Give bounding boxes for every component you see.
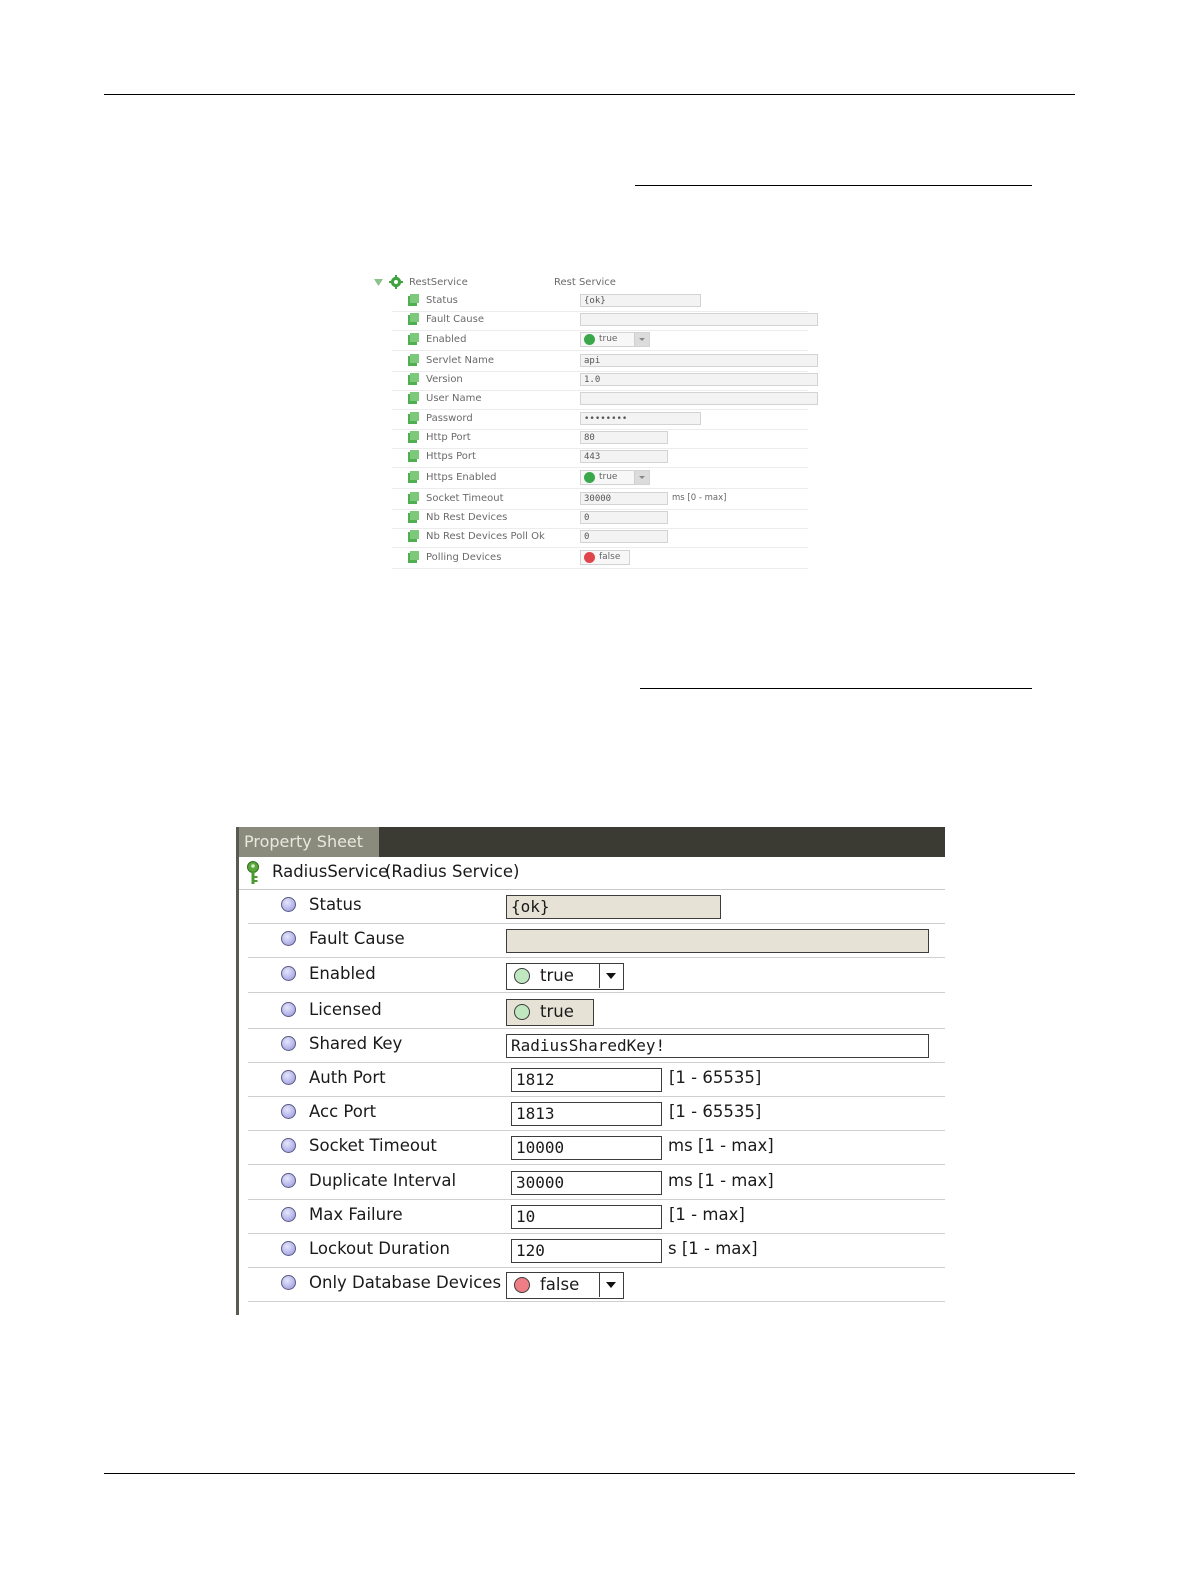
duplicate-interval-field[interactable]: 30000: [511, 1171, 662, 1195]
property-label: Auth Port: [309, 1068, 386, 1087]
status-dot-icon: [584, 472, 595, 483]
section-underline-2: [640, 688, 1032, 689]
radius-service-node[interactable]: [239, 857, 945, 890]
rest-row-servlet-name: [392, 352, 808, 372]
user-name-field[interactable]: [580, 392, 818, 405]
radius-service-name: RadiusService: [272, 862, 389, 881]
property-ball-icon: [281, 897, 296, 912]
shared-key-field[interactable]: RadiusSharedKey!: [506, 1034, 929, 1058]
rest-row-label: Https Enabled: [426, 472, 497, 483]
key-icon: [245, 861, 261, 885]
header-rule: [104, 94, 1075, 95]
acc-port-field[interactable]: 1813: [511, 1102, 662, 1126]
property-row-acc-port: [248, 1096, 945, 1131]
property-sheet-titlebar: [239, 827, 945, 857]
property-label: Licensed: [309, 1000, 382, 1019]
http-port-field[interactable]: 80: [580, 431, 668, 444]
rest-row-label: Polling Devices: [426, 552, 502, 563]
section-underline-1: [635, 185, 1032, 186]
rest-row-version: [392, 371, 808, 391]
property-slot-icon: [408, 511, 419, 523]
unit-label: ms [0 - max]: [672, 493, 727, 503]
unit-range-label: ms [1 - max]: [668, 1136, 774, 1155]
socket-timeout-field[interactable]: 30000: [580, 492, 668, 505]
rest-row-label: Socket Timeout: [426, 493, 504, 504]
property-label: Shared Key: [309, 1034, 403, 1053]
enabled-select[interactable]: [580, 332, 650, 347]
max-failure-field[interactable]: 10: [511, 1205, 662, 1229]
property-label: Max Failure: [309, 1205, 403, 1224]
property-slot-icon: [408, 412, 419, 424]
rest-row-socket-timeout: [392, 490, 808, 510]
rest-row-label: Nb Rest Devices: [426, 512, 508, 523]
property-slot-icon: [408, 551, 419, 563]
property-ball-icon: [281, 1036, 296, 1051]
rest-service-node[interactable]: [372, 274, 812, 292]
select-value: true: [540, 1002, 574, 1021]
rest-row-label: Status: [426, 295, 458, 306]
select-value: true: [540, 966, 574, 985]
status-dot-icon: [514, 968, 530, 984]
property-row-enabled: [248, 958, 945, 993]
nb-rest-devices-poll-ok-field: 0: [580, 530, 668, 543]
fault-cause-field: [580, 313, 818, 326]
enabled-select[interactable]: [506, 963, 624, 990]
property-label: Only Database Devices: [309, 1273, 502, 1292]
property-row-shared-key: [248, 1028, 945, 1063]
rest-row-nb-rest-devices-poll-ok: [392, 528, 808, 548]
https-enabled-select[interactable]: [580, 470, 650, 485]
property-slot-icon: [408, 471, 419, 483]
rest-row-label: Https Port: [426, 451, 476, 462]
version-field[interactable]: 1.0: [580, 373, 818, 386]
property-ball-icon: [281, 1173, 296, 1188]
select-value: false: [599, 552, 621, 562]
lockout-duration-field[interactable]: 120: [511, 1239, 662, 1263]
rest-row-polling-devices: [392, 549, 808, 569]
servlet-name-field[interactable]: api: [580, 354, 818, 367]
rest-row-label: User Name: [426, 393, 482, 404]
rest-row-label: Fault Cause: [426, 314, 484, 325]
password-field[interactable]: ••••••••: [580, 412, 701, 425]
rest-row-label: Password: [426, 413, 473, 424]
property-row-max-failure: [248, 1199, 945, 1234]
property-label: Status: [309, 895, 362, 914]
property-slot-icon: [408, 431, 419, 443]
status-dot-icon: [584, 334, 595, 345]
property-ball-icon: [281, 1104, 296, 1119]
property-slot-icon: [408, 333, 419, 345]
property-row-lockout-duration: [248, 1233, 945, 1268]
status-dot-icon: [584, 552, 595, 563]
unit-range-label: [1 - 65535]: [669, 1068, 762, 1087]
property-label: Lockout Duration: [309, 1239, 450, 1258]
chevron-down-icon[interactable]: [634, 471, 649, 484]
polling-devices-select[interactable]: [580, 550, 630, 565]
property-row-status: [248, 889, 945, 924]
property-ball-icon: [281, 1241, 296, 1256]
socket-timeout-field[interactable]: 10000: [511, 1136, 662, 1160]
rest-row-fault-cause: [392, 311, 808, 331]
rest-service-type: Rest Service: [554, 277, 616, 288]
property-slot-icon: [408, 294, 419, 306]
radius-service-type: (Radius Service): [385, 862, 520, 881]
property-sheet-panel: [236, 827, 948, 1315]
property-row-socket-timeout: [248, 1130, 945, 1165]
property-ball-icon: [281, 1138, 296, 1153]
property-label: Duplicate Interval: [309, 1171, 457, 1190]
rest-row-label: Version: [426, 374, 463, 385]
property-slot-icon: [408, 373, 419, 385]
rest-row-nb-rest-devices: [392, 509, 808, 529]
chevron-down-icon[interactable]: [634, 333, 649, 346]
gear-icon: [389, 275, 403, 289]
unit-range-label: s [1 - max]: [668, 1239, 758, 1258]
expand-arrow-icon[interactable]: [374, 279, 383, 286]
property-slot-icon: [408, 392, 419, 404]
https-port-field[interactable]: 443: [580, 450, 668, 463]
status-dot-icon: [514, 1004, 530, 1020]
rest-row-status: [392, 292, 808, 312]
select-value: true: [599, 472, 618, 482]
property-label: Fault Cause: [309, 929, 405, 948]
property-ball-icon: [281, 1207, 296, 1222]
rest-row-enabled: [392, 331, 808, 351]
chevron-down-icon[interactable]: [599, 964, 623, 988]
property-label: Socket Timeout: [309, 1136, 437, 1155]
rest-row-https-port: [392, 448, 808, 468]
rest-row-https-enabled: [392, 469, 808, 489]
property-slot-icon: [408, 354, 419, 366]
property-slot-icon: [408, 492, 419, 504]
nb-rest-devices-field: 0: [580, 511, 668, 524]
property-ball-icon: [281, 966, 296, 981]
property-row-auth-port: [248, 1062, 945, 1097]
rest-row-label: Servlet Name: [426, 355, 495, 366]
property-slot-icon: [408, 530, 419, 542]
property-slot-icon: [408, 313, 419, 325]
rest-row-user-name: [392, 390, 808, 410]
property-ball-icon: [281, 931, 296, 946]
status-field: {ok}: [506, 895, 721, 919]
status-dot-icon: [514, 1277, 530, 1293]
select-value: true: [599, 334, 618, 344]
rest-row-label: Http Port: [426, 432, 471, 443]
rest-row-label: Nb Rest Devices Poll Ok: [426, 531, 545, 542]
footer-rule: [104, 1473, 1075, 1474]
property-row-duplicate-interval: [248, 1165, 945, 1200]
property-label: Acc Port: [309, 1102, 377, 1121]
tab-property-sheet[interactable]: Property Sheet: [239, 827, 379, 857]
rest-row-http-port: [392, 429, 808, 449]
fault-cause-field: [506, 929, 929, 953]
unit-range-label: [1 - 65535]: [669, 1102, 762, 1121]
rest-row-label: Enabled: [426, 334, 467, 345]
licensed-select: [506, 999, 594, 1026]
unit-range-label: [1 - max]: [669, 1205, 745, 1224]
chevron-down-icon[interactable]: [599, 1273, 623, 1297]
property-ball-icon: [281, 1002, 296, 1017]
rest-service-name: RestService: [409, 277, 468, 288]
property-label: Enabled: [309, 964, 376, 983]
status-field: {ok}: [580, 294, 701, 307]
select-value: false: [540, 1275, 580, 1294]
auth-port-field[interactable]: 1812: [511, 1068, 662, 1092]
property-row-only-database-devices: [248, 1267, 945, 1302]
unit-range-label: ms [1 - max]: [668, 1171, 774, 1190]
rest-service-property-tree: [372, 274, 812, 574]
property-row-licensed: [248, 994, 945, 1029]
property-ball-icon: [281, 1070, 296, 1085]
property-slot-icon: [408, 450, 419, 462]
only-database-devices-select[interactable]: [506, 1272, 624, 1299]
property-ball-icon: [281, 1275, 296, 1290]
property-row-fault-cause: [248, 923, 945, 958]
rest-row-password: [392, 410, 808, 430]
